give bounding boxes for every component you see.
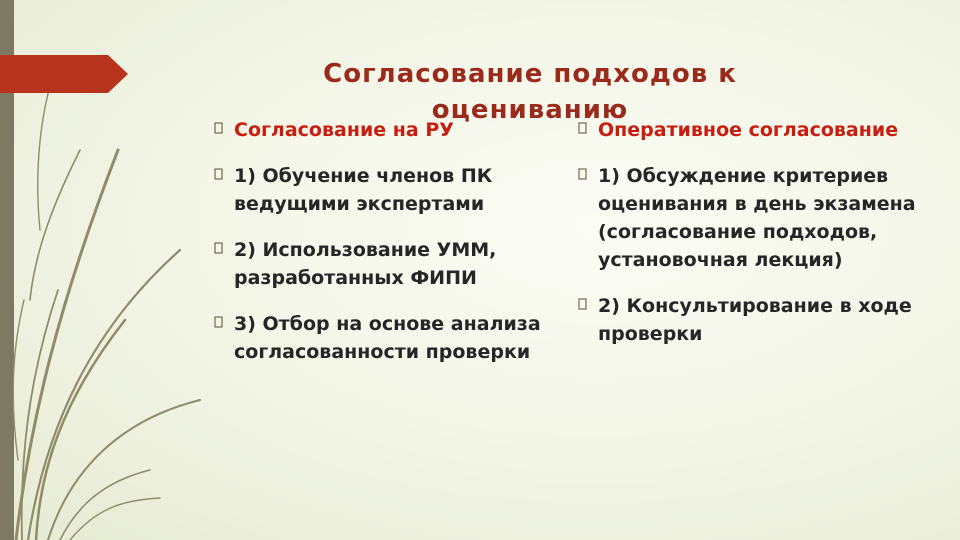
- list-item-text: 2) Использование УММ, разработанных ФИПИ: [234, 239, 497, 289]
- list-item: [214, 236, 554, 292]
- list-item-text: 3) Отбор на основе анализа согласованности проверки: [234, 313, 541, 363]
- list-item-text: 1) Обсуждение критериев оценивания в день экзамена (согласование подходов, установочная лекция): [598, 165, 916, 271]
- right-column: [578, 116, 918, 366]
- list-item-text: 1) Обучение членов ПК ведущими экспертами: [234, 165, 493, 215]
- outline-square-bullet-icon: [214, 242, 223, 254]
- list-item: [578, 162, 918, 274]
- list-item-text: Согласование на РУ: [234, 119, 454, 141]
- outline-square-bullet-icon: [578, 168, 587, 180]
- outline-square-bullet-icon: [214, 316, 223, 328]
- outline-square-bullet-icon: [578, 298, 587, 310]
- outline-square-bullet-icon: [214, 122, 223, 134]
- slide-title: Согласование подходов к оцениванию: [323, 59, 737, 125]
- red-arrow-banner-icon: [0, 55, 128, 93]
- left-column: [214, 116, 554, 384]
- outline-square-bullet-icon: [214, 168, 223, 180]
- outline-square-bullet-icon: [578, 122, 587, 134]
- list-item-text: 2) Консультирование в ходе проверки: [598, 295, 912, 345]
- list-item-heading: [214, 116, 554, 144]
- list-item: [578, 292, 918, 348]
- list-item: [214, 162, 554, 218]
- list-item-text: Оперативное согласование: [598, 119, 899, 141]
- list-item-heading: [578, 116, 918, 144]
- list-item: [214, 310, 554, 366]
